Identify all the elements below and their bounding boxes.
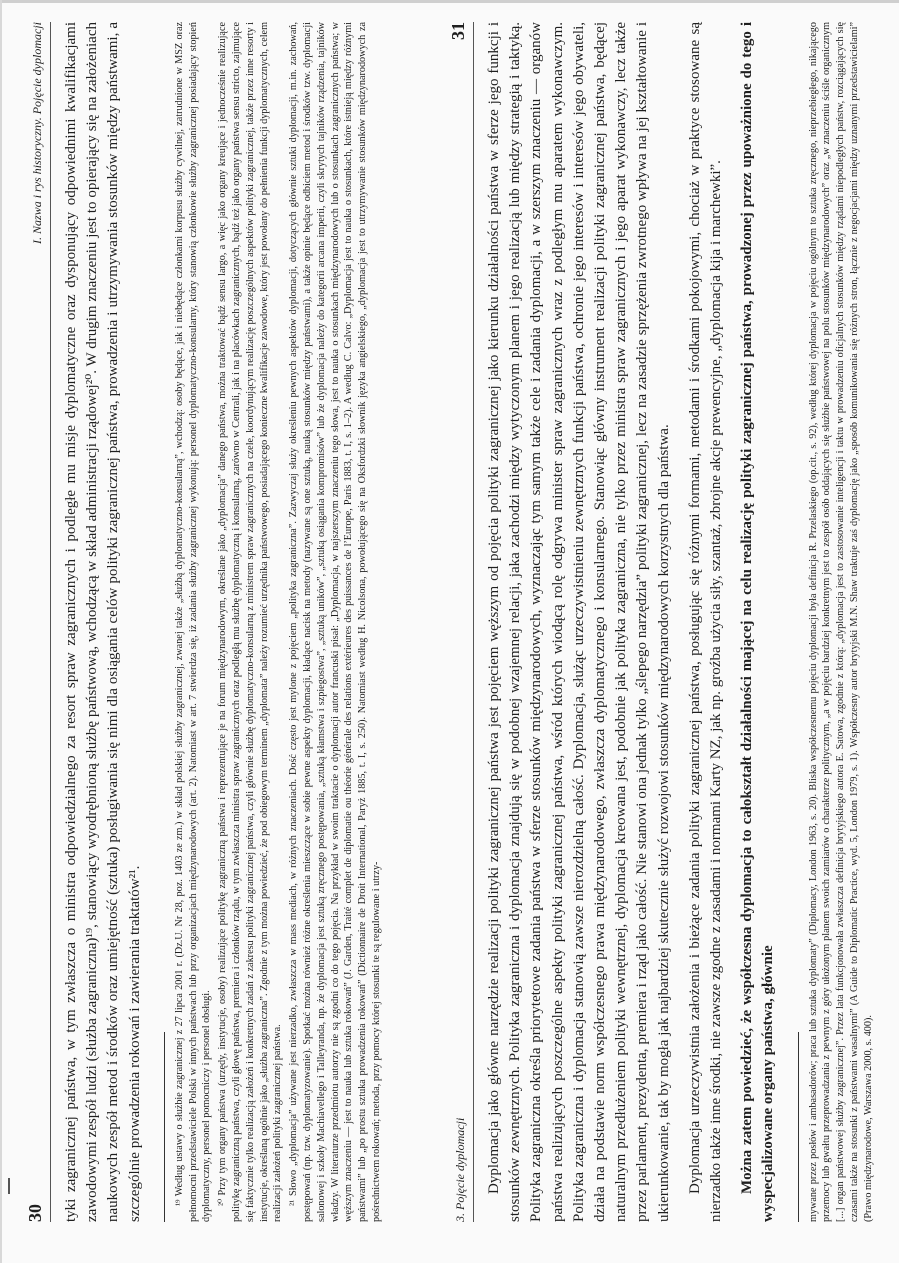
- scan-edge-top: [0, 0, 899, 3]
- running-title-right: 3. Pojęcie dyplomacji: [453, 1117, 467, 1222]
- footnote-20: ²⁰ Przy tym organy państwa (urzędy, instytucje, osoby) realizujące politykę zagraniczną państwa i reprezentujące je na forum międzynarodowym, określane jako „dyplomacja” danego państwa, można traktować bądź sensu largo, a więc jako organy kreujące i jednocześnie realizujące politykę zagraniczną państwa, czyli głowę państwa, premiera i członków rządu, w tym zwłaszcza ministra spraw zagranicznych oraz podległą mu służbę dyplomatyczną i konsularną, zarówno w Centrali, jak i na placówkach zagranicznych, bądź też jako organy państwa sensu stricto, zajmujące się faktycznie tylko realizacją założeń i konkretnych zadań z zakresu polityki zagranicznej państwa, czyli głównie służbę dyplomatyczno-konsularną z ministrem spraw zagranicznych na czele, koordynującym realizację poszczególnych aspektów polityki zagranicznej, także przez inne resorty i instytucje, określaną ogólnie jako „służba zagraniczna”. Zgodnie z tym można powiedzieć, że pod obiegowym terminem „dyplomata” należy rozumieć urzędnika państwowego, posiadającego konieczne kwalifikacje zawodowe, który jest powołany do pełnienia funkcji dyplomatycznych, celem realizacji założeń polityki zagranicznej państwa.: [217, 22, 284, 1222]
- footnotes-right: [807, 22, 876, 1222]
- page-31: [448, 22, 874, 1222]
- page-number-30: 30: [25, 1204, 45, 1222]
- scan-corner-mark: [8, 1178, 10, 1194]
- page-30: [25, 22, 435, 1222]
- left-body-text: tyki zagranicznej państwa, w tym zwłaszcza o ministra odpowiedzialnego za resort spraw zagranicznych i podległe mu misje dyplomatyczne oraz dysponujący odpowiednimi kwalifikacjami zawodowymi zespół ludzi (służba zagraniczna)¹⁹, stanowiący wyodrębnioną służbę państwową, wchodzącą w skład administracji rządowej²⁰. W drugim znaczeniu jest to opierający się na założeniach naukowych zespół metod i środków oraz umiejętność (sztuka) posługiwania się nimi dla osiągania celów polityki zagranicznej państwa, prowadzenia i utrzymywania stosunków między państwami, a szczególnie prowadzenia rokowań i zawierania traktatów²¹.: [63, 22, 143, 1222]
- right-paragraph-2: Dyplomacja urzeczywistnia założenia i bieżące zadania polityki zagranicznej państwa, posługując się różnymi formami, metodami i środkami pokojowymi, chociaż w praktyce stosowane są nierzadko także inne środki, nie zawsze zgodne z zasadami i normami Karty NZ, jak np. groźba użycia siły, szantaż, zbrojne akcje prewencyjne, „dyplomacja kija i marchewki”.: [686, 22, 725, 1222]
- footnote-rule-right: [798, 1032, 799, 1222]
- running-head-left: [25, 22, 51, 1222]
- right-bold-paragraph: Można zatem powiedzieć, że współczesna dyplomacja to całokształt działalności mającej na celu realizację polityki zagranicznej państwa, prowadzonej przez upoważnione do tego i wyspecjalizowane organy państwa, głównie: [739, 22, 777, 1222]
- right-paragraph-1: Dyplomacja jako główne narzędzie realizacji polityki zagranicznej państwa jest pojęciem węższym od pojęcia polityki zagranicznej jako kierunku działalności państwa w sferze jego funkcji i stosunków zewnętrznych. Polityka zagraniczna i dyplomacja znajdują się w podobnej wzajemnej relacji, jaka zachodzi między wytyczonym planem i jego realizacją lub między strategią i taktyką. Polityka zagraniczna określa priorytetowe zadania państwa w sferze stosunków międzynarodowych, wyznaczając tym samym także cele i zadania dyplomacji, a w szerszym znaczeniu — organów państwa realizujących poszczególne aspekty polityki zagranicznej państwa, wśród których wiodącą rolę odgrywa minister spraw zagranicznych wraz z podległym mu aparatem wykonawczym. Polityka zagraniczna i dyplomacja stanowią zawsze nierozdzielną całość. Dyplomacja, służąc urzeczywistnieniu zewnętrznych funkcji państwa, ochronie jego interesów i interesów jego obywateli, działa na podstawie norm współczesnego prawa międzynarodowego, zwłaszcza dyplomatycznego i konsularnego. Stanowiąc główny instrument realizacji polityki zagranicznej państwa, będącej naturalnym przedłużeniem polityki wewnętrznej, dyplomacja kreowana jest, podobnie jak polityka zagraniczna, nie tylko przez ministra spraw zagranicznych i jego aparat wykonawczy, lecz także przez parlament, prezydenta, premiera i rząd jako całość. Nie stanowi ona jednak tylko „ślepego narzędzia” polityki zagranicznej, lecz na zasadzie sprzężenia zwrotnego wpływa na jej kształtowanie i ukierunkowanie, tak by mogła jak najbardziej skutecznie służyć rozwojowi stosunków międzynarodowych korzystnych dla państwa.: [486, 22, 672, 1222]
- footnote-19: ¹⁹ Według ustawy o służbie zagranicznej z 27 lipca 2001 r. (Dz.U. Nr 28, poz. 1403 ze zm.) w skład polskiej służby zagranicznej, zwanej także „służbą dyplomatyczno-konsularną”, wchodzą: osoby będące, jak i niebędące członkami korpusu służby cywilnej, zatrudnione w MSZ oraz pełnomocni przedstawiciele Polski w innych państwach lub przy organizacjach międzynarodowych (art. 2). Natomiast w art. 7 stwierdza się, iż zadania służby zagranicznej wykonują: personel dyplomatyczno-konsularny, który stanowią członkowie służby zagranicznej posiadający stopień dyplomatyczny, personel pomocniczy i personel obsługi.: [173, 22, 213, 1222]
- page-number-31: 31: [448, 22, 468, 40]
- footnote-rule-left: [164, 1032, 165, 1222]
- footnote-21: ²¹ Słowo „dyplomacja” używane jest nierzadko, zwłaszcza w mass mediach, w różnych znaczeniach. Dość często jest mylone z pojęciem „polityka zagraniczna”. Zazwyczaj służy określeniu pewnych aspektów dyplomacji, dotyczących głównie sztuki dyplomacji, m.in. zachowań, postępowań (np. tzw. dyplomatyzowanie). Spotkać można również różne określenia mieszczące w sobie pewne aspekty dyplomacji, kładące nacisk na metody (nazywane są one sztuką, nauką stosunków między państwami), a także opinie będące odbiciem metod i środków tzw. dyplomacji salonowej i szkoły Machiavellego i Talleyranda, np. że dyplomacja jest sztuką zręcznego postępowania, „sztuką kłamstwa i szpiegostwa”, „sztuką uników”, „sztuką osiągania kompromisów” lub że dyplomacja należy do kategorii arcana imperii, czyli skrytych tajników rządzenia, tajników władzy. W literaturze przedmiotu autorzy nie są zgodni co do tego pojęcia. Na przykład w swoim traktacie o dyplomacji autor francuski pisał: „Dyplomacja, w najszerszym znaczeniu tego słowa, jest to nauka o stosunkach międzynarodowych lub o stosunkach zagranicznych państwa; w węższym znaczeniu — jest to nauka lub sztuka rokowań” (J. Garden, Traité complet de diplomatie ou théorie générale des relations extérieures des puissances de l’Europe, Paris 1883, t. I, s. 1–2). A według C. Calvo: „Dyplomacja jest to nauka o stosunkach, które istnieją między różnymi państwami” lub „po prostu sztuka prowadzenia rokowań” (Dictionnaire de Droit International, Paryż 1885, t. I, s. 250). Natomiast według H. Nicolsona, powołującego się na Oksfordzki słownik języka angielskiego, „dyplomacja jest to utrzymywanie stosunków międzynarodowych za pośrednictwem rokowań; metoda, przy pomocy której stosunki te są regulowane i utrzy-: [288, 22, 382, 1222]
- running-head-right: [448, 22, 474, 1222]
- scan-edge-left: [0, 0, 2, 1263]
- running-title-left: I. Nazwa i rys historyczny. Pojęcie dyplomacji: [30, 22, 44, 244]
- footnote-21-continued: mywane przez posłów i ambasadorów; praca lub sztuka dyplomaty” (Diplomacy, London 1963, s. 20). Bliska współczesnemu pojęciu dyplomacji była definicja R. Przelaskiego (op.cit., s. 92), według której dyplomacja w pojęciu ogólnym to sztuka zręcznego, nieprzebiegłego, nikającego przemocy lub gwałtu przeprowadzania z pewnym z góry ułożonym planem swoich zamiarów o charakterze politycznym, „a w pojęciu bardziej konkretnym jest to zespół osób oddających się służbie państwowej na polu stosunków międzynarodowych” oraz „w znaczeniu ściśle organicznym [...] organ państwowej służby zagranicznej”. Przez lata funkcjonowała zwłaszcza definicja brytyjskiego autora E. Satowa, zgodnie z którą: „dyplomacja jest to zastosowanie inteligencji i taktu w prowadzeniu oficjalnych stosunków między rządami niepodległych państw, rozciągających się czasami także na stosunki z państwami wasalnymi” (A Guide to Diplomatic Practice, wyd. 5, London 1979, s. 1). Współczesny autor brytyjski M.N. Shaw traktuje zaś dyplomację jako „sposób komunikowania się różnych stron, łącznie z negocjacjami między uznanymi przedstawicielami” (Prawo międzynarodowe, Warszawa 2000, s. 400).: [807, 22, 874, 1222]
- footnotes-left: [173, 22, 384, 1222]
